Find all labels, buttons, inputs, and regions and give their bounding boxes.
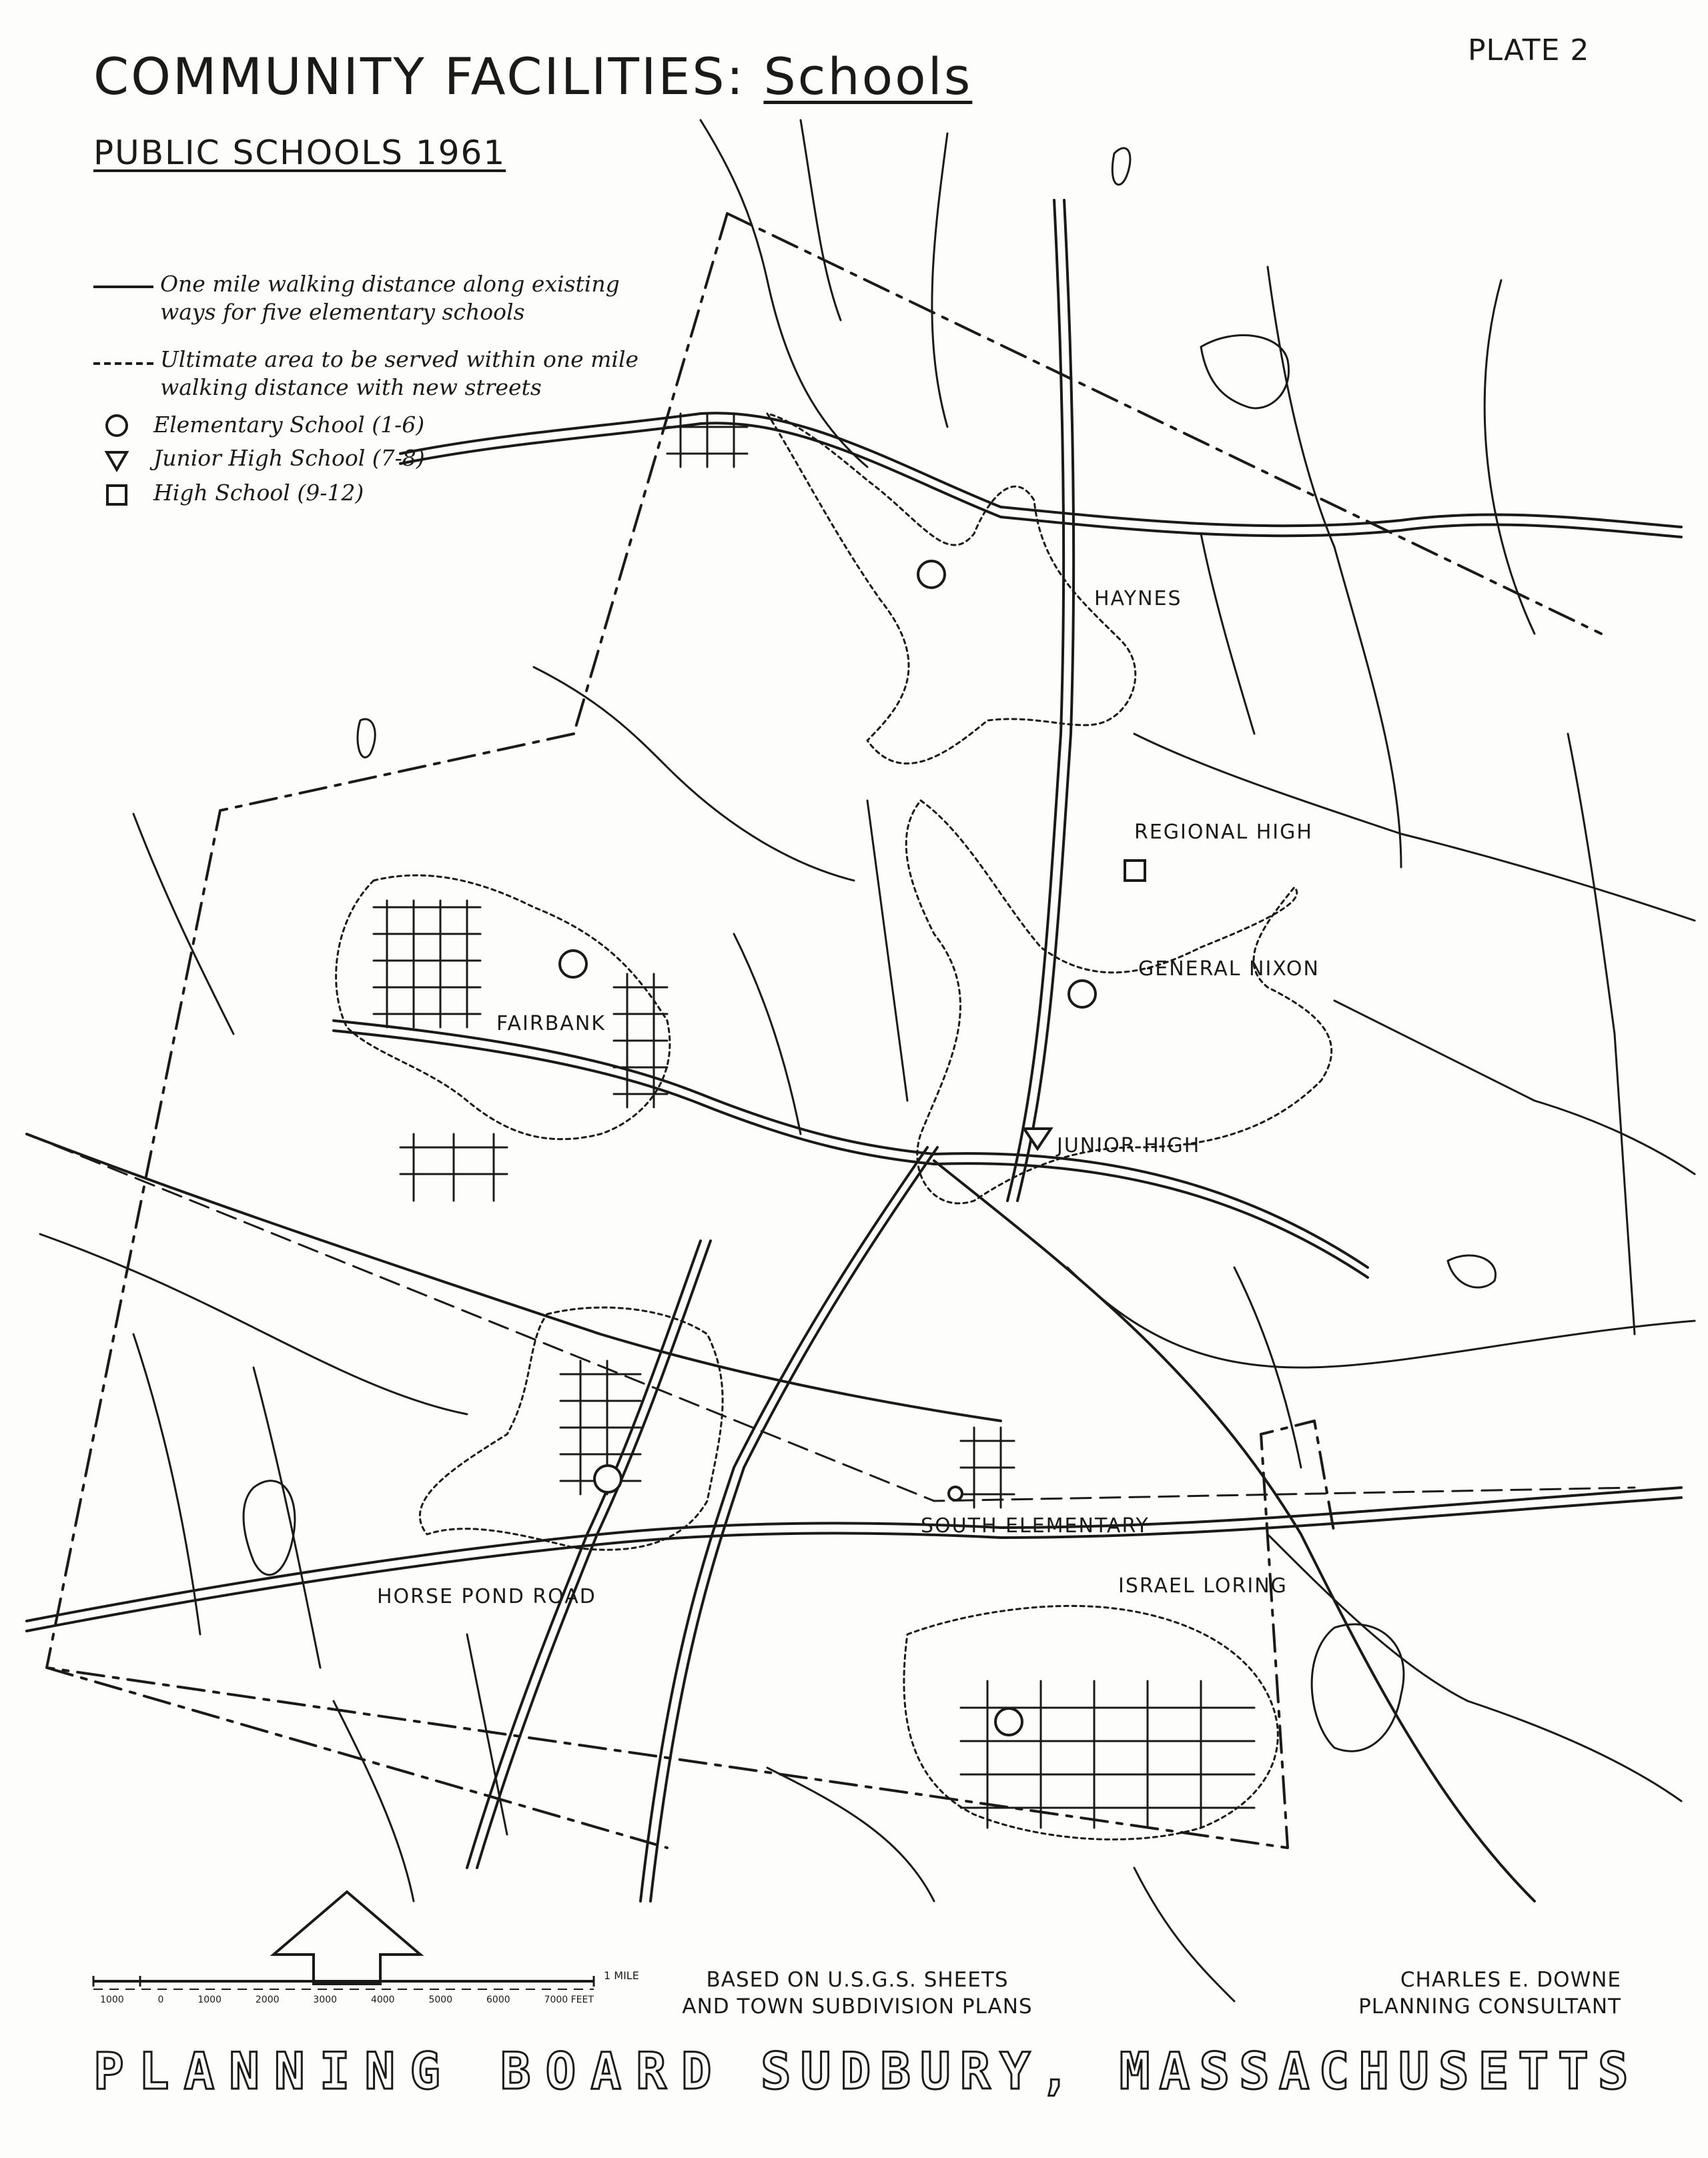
scale-bar-graphic bbox=[87, 1968, 600, 1995]
dashed-line-icon bbox=[93, 357, 153, 370]
legend-line-2: ways for five elementary schools bbox=[160, 299, 525, 325]
scale-tick: 2000 bbox=[255, 1995, 280, 2005]
scale-tick: 1000 bbox=[197, 1995, 222, 2005]
scale-tick: 0 bbox=[157, 1995, 164, 2005]
map-subtitle: PUBLIC SCHOOLS 1961 bbox=[93, 133, 506, 172]
school-high-icon bbox=[1125, 861, 1145, 881]
label-regional-high: REGIONAL HIGH bbox=[1134, 821, 1313, 844]
scale-ticks bbox=[100, 1995, 594, 2005]
legend-line-1: One mile walking distance along existing bbox=[160, 271, 620, 297]
square-icon bbox=[103, 482, 130, 508]
legend-elementary: Elementary School (1-6) bbox=[153, 412, 425, 438]
scale-tick: 4000 bbox=[370, 1995, 395, 2005]
legend-junior-high: Junior High School (7-8) bbox=[153, 445, 425, 471]
circle-icon bbox=[103, 412, 130, 439]
school-elementary-icon bbox=[594, 1466, 621, 1492]
walking-distance-areas bbox=[336, 414, 1332, 1839]
plate-number: PLATE 2 bbox=[1468, 33, 1590, 67]
source-line-1: BASED ON U.S.G.S. SHEETS bbox=[706, 1968, 1009, 1992]
scale-tick: 1000 bbox=[100, 1995, 124, 2005]
scale-end-label: 1 MILE bbox=[604, 1969, 639, 1982]
label-junior-high: JUNIOR HIGH bbox=[1057, 1134, 1201, 1157]
label-horse-pond-road: HORSE POND ROAD bbox=[377, 1585, 596, 1608]
label-fairbank: FAIRBANK bbox=[496, 1012, 606, 1035]
school-elementary-icon bbox=[949, 1487, 962, 1500]
label-south-elementary: SOUTH ELEMENTARY bbox=[921, 1514, 1150, 1538]
school-elementary-icon bbox=[918, 561, 945, 588]
legend-high-school: High School (9-12) bbox=[153, 480, 364, 506]
school-elementary-icon bbox=[560, 951, 586, 977]
consultant-line-1: CHARLES E. DOWNE bbox=[1400, 1968, 1621, 1992]
source-line-2: AND TOWN SUBDIVISION PLANS bbox=[682, 1995, 1033, 2019]
triangle-icon bbox=[103, 447, 130, 474]
scale-tick: 7000 FEET bbox=[544, 1995, 594, 2005]
label-israel-loring: ISRAEL LORING bbox=[1118, 1574, 1288, 1598]
legend-line-4: walking distance with new streets bbox=[160, 374, 542, 400]
subdivisions bbox=[374, 414, 1254, 1828]
school-junior-high-icon bbox=[1024, 1129, 1051, 1149]
school-elementary-icon bbox=[1069, 981, 1096, 1007]
footer-town: SUDBURY, MASSACHUSETTS bbox=[761, 2041, 1638, 2101]
solid-line-icon bbox=[93, 280, 153, 294]
scale-tick: 5000 bbox=[428, 1995, 453, 2005]
boundary-diagonal bbox=[27, 1134, 1635, 1501]
footer-planning-board: PLANNING BOARD bbox=[93, 2041, 727, 2101]
title-schools: Schools bbox=[763, 47, 973, 106]
minor-roads bbox=[40, 120, 1695, 2001]
label-haynes: HAYNES bbox=[1094, 587, 1182, 610]
legend-line-3: Ultimate area to be served within one mile bbox=[160, 346, 639, 372]
scale-tick: 6000 bbox=[486, 1995, 510, 2005]
title-main: COMMUNITY FACILITIES: bbox=[93, 47, 746, 106]
consultant-credit bbox=[1308, 1967, 1621, 2020]
school-elementary-icon bbox=[995, 1708, 1022, 1735]
map-title bbox=[93, 47, 972, 106]
label-general-nixon: GENERAL NIXON bbox=[1138, 957, 1320, 981]
source-credit bbox=[661, 1967, 1054, 2020]
consultant-line-2: PLANNING CONSULTANT bbox=[1358, 1995, 1621, 2019]
scale-tick: 3000 bbox=[313, 1995, 338, 2005]
